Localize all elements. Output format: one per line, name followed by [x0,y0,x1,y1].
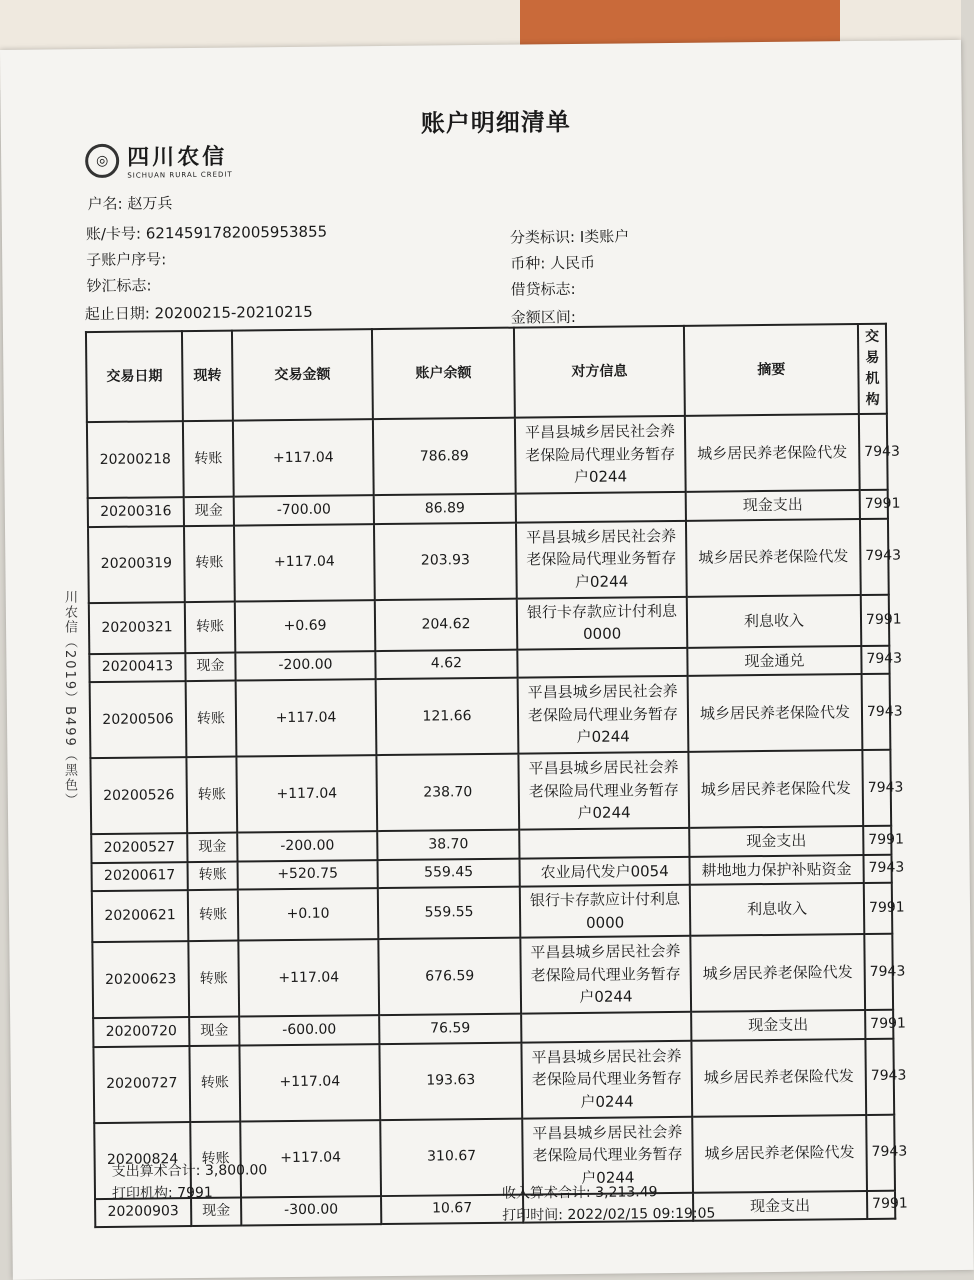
print-time: 打印时间: 2022/02/15 09:19:05 [502,1205,716,1224]
cell-org: 7943 [865,1038,894,1114]
cell-balance: 204.62 [375,598,518,650]
cell-balance: 676.59 [378,938,521,1015]
cell-party [516,492,686,522]
account-name: 户名: 赵万兵 [87,194,173,214]
cell-summary: 现金支出 [693,1190,867,1220]
cell-balance: 76.59 [379,1014,521,1044]
cell-org: 7991 [864,883,893,934]
header-summary: 摘要 [684,324,859,416]
cell-org: 7991 [860,490,888,519]
cell-party: 平昌县城乡居民社会养老保险局代理业务暂存户0244 [521,1040,692,1118]
cell-summary: 城乡居民养老保险代发 [688,674,863,752]
header-balance: 账户余额 [372,328,515,419]
cell-party: 平昌县城乡居民社会养老保险局代理业务暂存户0244 [515,416,686,494]
cell-date: 20200527 [91,833,187,863]
cell-balance: 559.55 [378,887,521,939]
cell-type: 转账 [185,601,236,653]
cell-org: 7943 [860,518,889,594]
cell-amount: -200.00 [235,651,375,681]
cell-balance: 4.62 [375,649,517,679]
cell-type: 转账 [183,421,234,498]
cell-type: 现金 [185,652,235,681]
cell-balance: 238.70 [376,754,519,831]
cell-date: 20200617 [92,862,188,892]
cell-type: 转账 [184,525,235,602]
income-total: 收入算术合计: 3,213.49 [501,1184,658,1202]
cell-type: 现金 [187,833,237,862]
cell-party [517,647,687,677]
cell-party: 平昌县城乡居民社会养老保险局代理业务暂存户0244 [518,752,689,830]
cell-date: 20200526 [90,757,187,834]
cell-org: 7943 [859,414,888,490]
cell-date: 20200720 [93,1017,189,1047]
header-type: 现转 [182,331,233,422]
cell-amount: -200.00 [237,831,377,861]
cell-summary: 利息收入 [690,883,865,936]
cell-date: 20200506 [90,681,187,758]
cell-summary: 城乡居民养老保险代发 [690,934,865,1012]
cell-date: 20200824 [94,1122,191,1199]
cell-date: 20200413 [89,653,185,683]
cell-date: 20200316 [88,497,184,527]
print-org: 打印机构: 7991 [111,1184,213,1202]
debit-credit-flag: 借贷标志: [510,279,576,299]
cell-amount: +117.04 [233,419,374,496]
cell-balance: 10.67 [381,1194,523,1224]
cell-type: 现金 [191,1197,241,1226]
cell-summary: 城乡居民养老保险代发 [685,414,860,492]
cell-party: 银行卡存款应计付利息0000 [520,885,691,938]
table-row [94,1114,895,1198]
table-header-row [86,324,887,422]
expense-total: 支出算术合计: 3,800.00 [111,1162,268,1180]
cell-amount: -700.00 [234,495,374,525]
cell-amount: -600.00 [239,1015,379,1045]
cell-org: 7991 [861,594,890,645]
cell-date: 20200903 [95,1198,191,1228]
cell-org: 7991 [867,1190,895,1219]
cell-amount: +117.04 [239,1044,380,1121]
cell-party: 平昌县城乡居民社会养老保险局代理业务暂存户0244 [516,520,687,598]
cell-org: 7943 [862,750,891,826]
header-party: 对方信息 [514,326,685,418]
cell-summary: 现金支出 [686,490,860,520]
cell-party [519,828,689,858]
statement-sheet [0,40,974,1280]
sub-account: 子账户序号: [86,250,167,270]
currency: 币种: 人民币 [510,253,596,273]
table-row [92,883,892,942]
cell-balance: 121.66 [376,678,519,755]
cell-amount: -300.00 [241,1196,381,1226]
cell-party: 平昌县城乡居民社会养老保险局代理业务暂存户0244 [522,1116,693,1194]
cell-summary: 现金通兑 [687,646,861,676]
cell-org: 7943 [864,934,893,1010]
cell-org: 7991 [863,826,891,855]
cell-amount: +0.10 [238,888,379,940]
cell-org: 7943 [861,645,889,674]
cell-amount: +117.04 [234,524,375,601]
cell-type: 转账 [190,1121,241,1198]
cell-org: 7991 [865,1010,893,1039]
cell-summary: 现金支出 [691,1010,865,1040]
cell-type: 现金 [184,497,234,526]
cell-amount: +117.04 [236,755,377,832]
cell-type: 转账 [188,941,239,1018]
cell-party [521,1012,691,1042]
table-row [90,750,891,834]
header-date: 交易日期 [86,331,183,422]
header-amount: 交易金额 [232,329,373,420]
cell-date: 20200621 [92,890,189,942]
transaction-table [85,323,908,1228]
account-class: 分类标识: I类账户 [509,227,630,247]
cell-org: 7943 [863,854,891,883]
cell-party: 农业局代发户0054 [519,856,689,886]
date-range: 起止日期: 20200215-20210215 [84,302,313,324]
cell-amount: +117.04 [236,679,377,756]
cell-amount: +117.04 [238,939,379,1016]
cell-date: 20200319 [88,526,185,603]
cell-balance: 559.45 [377,858,519,888]
table-row [89,594,889,653]
cell-balance: 193.63 [379,1042,522,1119]
cell-amount: +117.04 [240,1120,381,1197]
cell-amount: +520.75 [238,860,378,890]
bank-emblem-icon: ◎ [85,143,119,177]
cell-type: 转账 [186,757,237,834]
cell-party: 银行卡存款应计付利息0000 [517,596,688,649]
cell-type: 转账 [188,861,238,890]
cell-type: 转账 [189,1045,240,1122]
cell-summary: 城乡居民养老保险代发 [691,1038,866,1116]
header-org: 交易机构 [858,324,887,414]
form-code: 川农信（2019）B499（黑色） [62,590,77,808]
cell-party: 平昌县城乡居民社会养老保险局代理业务暂存户0244 [518,676,689,754]
cell-summary: 城乡居民养老保险代发 [688,750,863,828]
cell-type: 现金 [189,1017,239,1046]
amount-range: 金额区间: [510,307,576,327]
cell-balance: 786.89 [373,418,516,495]
cell-balance: 86.89 [374,494,516,524]
table-row [87,414,888,498]
cell-date: 20200727 [93,1046,190,1123]
bank-name-en: SICHUAN RURAL CREDIT [127,170,233,180]
cell-type: 转账 [186,681,237,758]
cell-summary: 利息收入 [687,595,862,648]
fx-flag: 钞汇标志: [86,276,152,296]
cell-date: 20200218 [87,421,184,498]
cell-org: 7943 [862,674,891,750]
cell-date: 20200623 [92,941,189,1018]
table-row [93,1038,894,1122]
cell-party: 平昌县城乡居民社会养老保险局代理业务暂存户0244 [520,936,691,1014]
cell-balance: 203.93 [374,522,517,599]
cell-summary: 城乡居民养老保险代发 [686,519,861,597]
cell-summary: 城乡居民养老保险代发 [692,1114,867,1192]
cell-summary: 现金支出 [689,826,863,856]
cell-org: 7943 [866,1114,895,1190]
bank-name-cn: 四川农信 [126,143,228,171]
card-number: 账/卡号: 6214591782005953855 [85,222,328,244]
bank-logo [85,140,233,181]
document-title: 账户明细清单 [420,107,571,138]
cell-balance: 310.67 [380,1118,523,1195]
table-row [88,518,889,602]
cell-balance: 38.70 [377,830,519,860]
table-row [90,674,891,758]
cell-date: 20200321 [89,602,186,654]
cell-summary: 耕地地力保护补贴资金 [689,855,863,885]
cell-type: 转账 [188,890,239,942]
table-row [92,934,893,1018]
cell-amount: +0.69 [235,600,376,652]
